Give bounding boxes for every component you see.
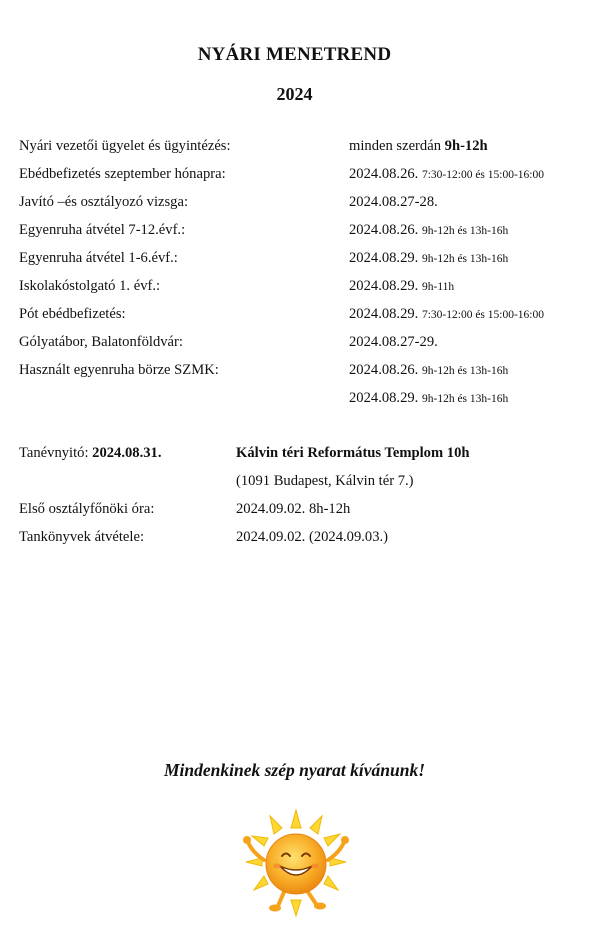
schedule-date: 2024.08.29. bbox=[349, 250, 419, 266]
opening-date: 2024.08.31. bbox=[92, 445, 162, 461]
schedule-date: 2024.08.26. bbox=[349, 362, 419, 378]
smiling-sun-icon bbox=[240, 808, 352, 920]
schedule-detail: 9h-12h és 13h-16h bbox=[421, 225, 509, 237]
schedule-date: 2024.08.27-29. bbox=[349, 334, 438, 350]
schedule-detail: 9h-11h bbox=[421, 281, 455, 293]
sun-foot-right bbox=[314, 903, 326, 910]
schedule-detail: 9h-12h és 13h-16h bbox=[421, 365, 509, 377]
schedule-value bbox=[349, 222, 508, 239]
schedule-label: Használt egyenruha börze SZMK: bbox=[19, 362, 219, 378]
schedule-date: 2024.08.29. bbox=[349, 390, 419, 406]
schedule-date: 2024.08.26. bbox=[349, 166, 419, 182]
opening-label-group bbox=[19, 445, 161, 462]
schedule-value bbox=[349, 362, 508, 379]
schedule-detail: 9h-12h és 13h-16h bbox=[421, 393, 509, 405]
schedule-value bbox=[349, 166, 544, 183]
sun-foot-left bbox=[269, 905, 281, 912]
schedule-label: Egyenruha átvétel 1-6.évf.: bbox=[19, 250, 178, 266]
event-value: 2024.09.02. 8h-12h bbox=[236, 501, 351, 517]
schedule-date: 2024.08.27-28. bbox=[349, 194, 438, 210]
schedule-value bbox=[349, 390, 508, 407]
schedule-value bbox=[349, 278, 454, 295]
sun-cheek-right bbox=[311, 864, 319, 869]
sun-cheek-left bbox=[273, 864, 281, 869]
schedule-value bbox=[349, 194, 438, 211]
opening-address: (1091 Budapest, Kálvin tér 7.) bbox=[236, 473, 414, 489]
schedule-label: Egyenruha átvétel 7-12.évf.: bbox=[19, 222, 186, 238]
schedule-value bbox=[349, 334, 438, 351]
event-label: Első osztályfőnöki óra: bbox=[19, 501, 155, 517]
document-year: 2024 bbox=[276, 84, 313, 104]
schedule-date: minden szerdán bbox=[349, 138, 441, 154]
schedule-detail: 9h-12h és 13h-16h bbox=[421, 253, 509, 265]
document-title: NYÁRI MENETREND bbox=[197, 44, 392, 65]
schedule-detail: 9h-12h bbox=[444, 138, 488, 154]
schedule-label: Pót ebédbefizetés: bbox=[19, 306, 126, 322]
schedule-detail: 7:30-12:00 és 15:00-16:00 bbox=[421, 309, 545, 321]
closing-message: Mindenkinek szép nyarat kívánunk! bbox=[163, 760, 426, 780]
schedule-date: 2024.08.29. bbox=[349, 278, 419, 294]
schedule-label: Ebédbefizetés szeptember hónapra: bbox=[19, 166, 226, 182]
schedule-value bbox=[349, 250, 508, 267]
sun-hand-left bbox=[243, 836, 251, 844]
schedule-detail: 7:30-12:00 és 15:00-16:00 bbox=[421, 169, 545, 181]
schedule-label: Gólyatábor, Balatonföldvár: bbox=[19, 334, 183, 350]
sun-hand-right bbox=[341, 836, 349, 844]
schedule-value bbox=[349, 138, 488, 155]
schedule-label: Nyári vezetői ügyelet és ügyintézés: bbox=[19, 138, 231, 154]
schedule-label: Iskolakóstolgató 1. évf.: bbox=[19, 278, 161, 294]
schedule-date: 2024.08.29. bbox=[349, 306, 419, 322]
event-value: 2024.09.02. (2024.09.03.) bbox=[236, 529, 389, 545]
opening-place: Kálvin téri Református Templom 10h bbox=[236, 445, 470, 461]
schedule-label: Javító –és osztályozó vizsga: bbox=[19, 194, 189, 210]
opening-label: Tanévnyitó: bbox=[19, 445, 89, 461]
event-label: Tankönyvek átvétele: bbox=[19, 529, 145, 545]
schedule-date: 2024.08.26. bbox=[349, 222, 419, 238]
schedule-value bbox=[349, 306, 544, 323]
